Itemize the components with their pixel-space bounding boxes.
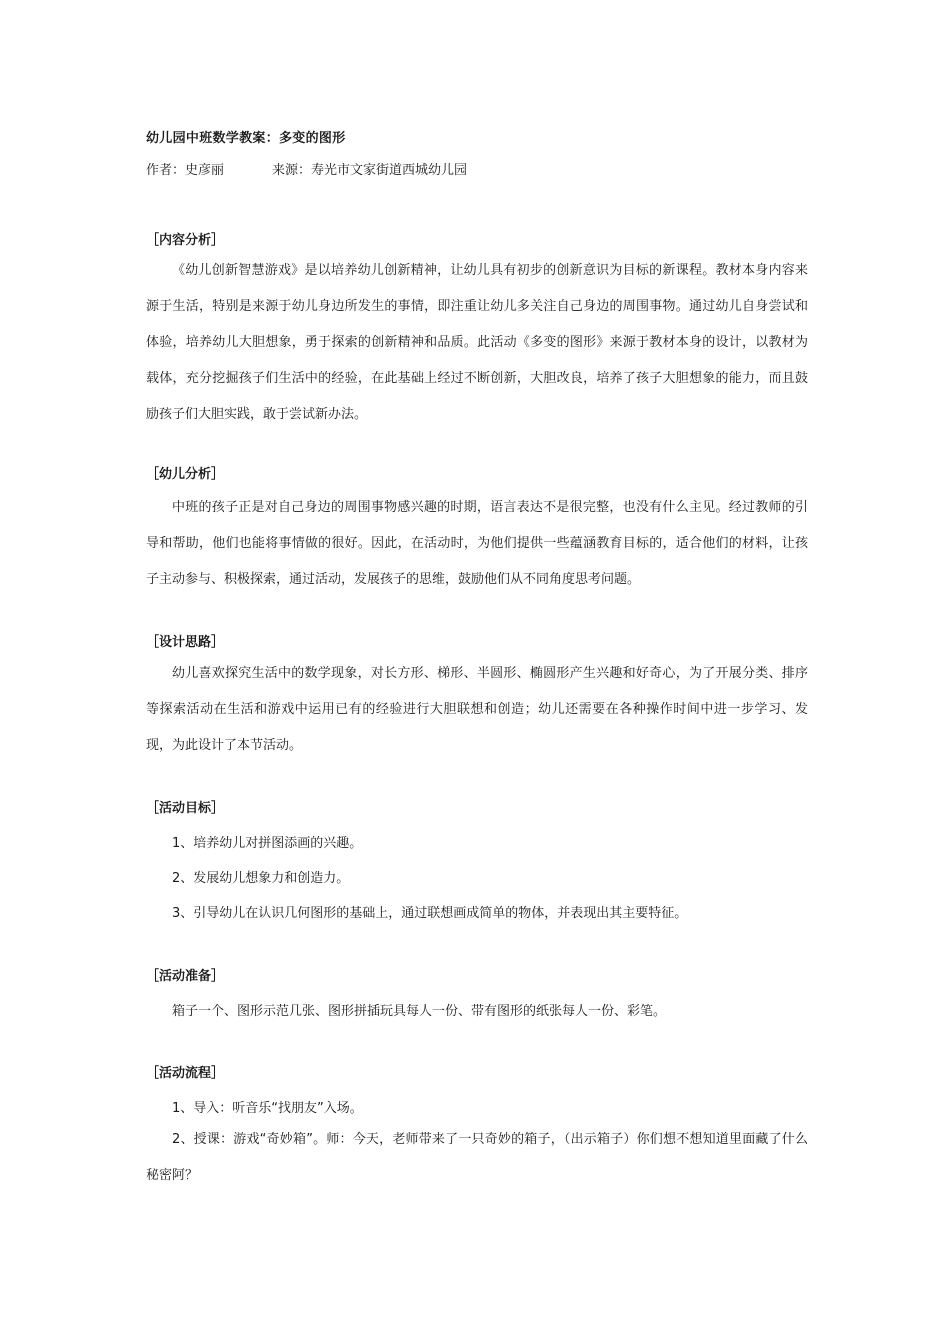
document-meta xyxy=(146,159,467,178)
heading-activity-prep: ［活动准备］ xyxy=(146,969,225,984)
goal-item: 2、发展幼儿想象力和创造力。 xyxy=(172,871,350,886)
child-analysis-paragraph: 中班的孩子正是对自己身边的周围事物感兴趣的时期，语言表达不是很完整，也没有什么主见。经过教师的引导和帮助，他们也能将事情做的很好。因此，在活动时，为他们提供一些蕴涵教育目标的，适合他们的材料，让孩子主动参与、积极探索，通过活动，发展孩子的思维，鼓励他们从不同角度思考问题。 xyxy=(146,500,808,587)
goal-item: 3、引导幼儿在认识几何图形的基础上，通过联想画成简单的物体，并表现出其主要特征。 xyxy=(172,906,688,921)
heading-child-analysis: ［幼儿分析］ xyxy=(146,467,225,482)
source-line: 来源：寿光市文家街道西城幼儿园 xyxy=(272,163,468,178)
heading-design-idea: ［设计思路］ xyxy=(146,635,225,650)
flow-item: 1、导入：听音乐“找朋友”入场。 xyxy=(172,1101,363,1116)
heading-activity-flow: ［活动流程］ xyxy=(146,1066,225,1081)
heading-activity-goals: ［活动目标］ xyxy=(146,801,225,816)
goal-item: 1、培养幼儿对拼图添画的兴趣。 xyxy=(172,836,363,851)
flow-item-paragraph: 2、授课：游戏“奇妙箱”。师：今天，老师带来了一只奇妙的箱子，（出示箱子）你们想不想知道里面藏了什么秘密阿？ xyxy=(146,1132,808,1183)
prep-line: 箱子一个、图形示范几张、图形拼插玩具每人一份、带有图形的纸张每人一份、彩笔。 xyxy=(172,1004,667,1019)
author-line: 作者：史彦丽 xyxy=(146,163,225,178)
document-title: 幼儿园中班数学教案：多变的图形 xyxy=(146,131,346,146)
content-analysis-paragraph: 《幼儿创新智慧游戏》是以培养幼儿创新精神，让幼儿具有初步的创新意识为目标的新课程。教材本身内容来源于生活，特别是来源于幼儿身边所发生的事情，即注重让幼儿多关注自己身边的周围事物。通过幼儿自身尝试和体验，培养幼儿大胆想象，勇于探索的创新精神和品质。此活动《多变的图形》来源于教材本身的设计，以教材为载体，充分挖掘孩子们生活中的经验，在此基础上经过不断创新，大胆改良，培养了孩子大胆想象的能力，而且鼓励孩子们大胆实践，敢于尝试新办法。 xyxy=(146,263,808,422)
heading-content-analysis: ［内容分析］ xyxy=(146,233,225,248)
design-idea-paragraph: 幼儿喜欢探究生活中的数学现象，对长方形、梯形、半圆形、椭圆形产生兴趣和好奇心，为了开展分类、排序等探索活动在生活和游戏中运用已有的经验进行大胆联想和创造；幼儿还需要在各种操作时间中进一步学习、发现，为此设计了本节活动。 xyxy=(146,666,808,753)
